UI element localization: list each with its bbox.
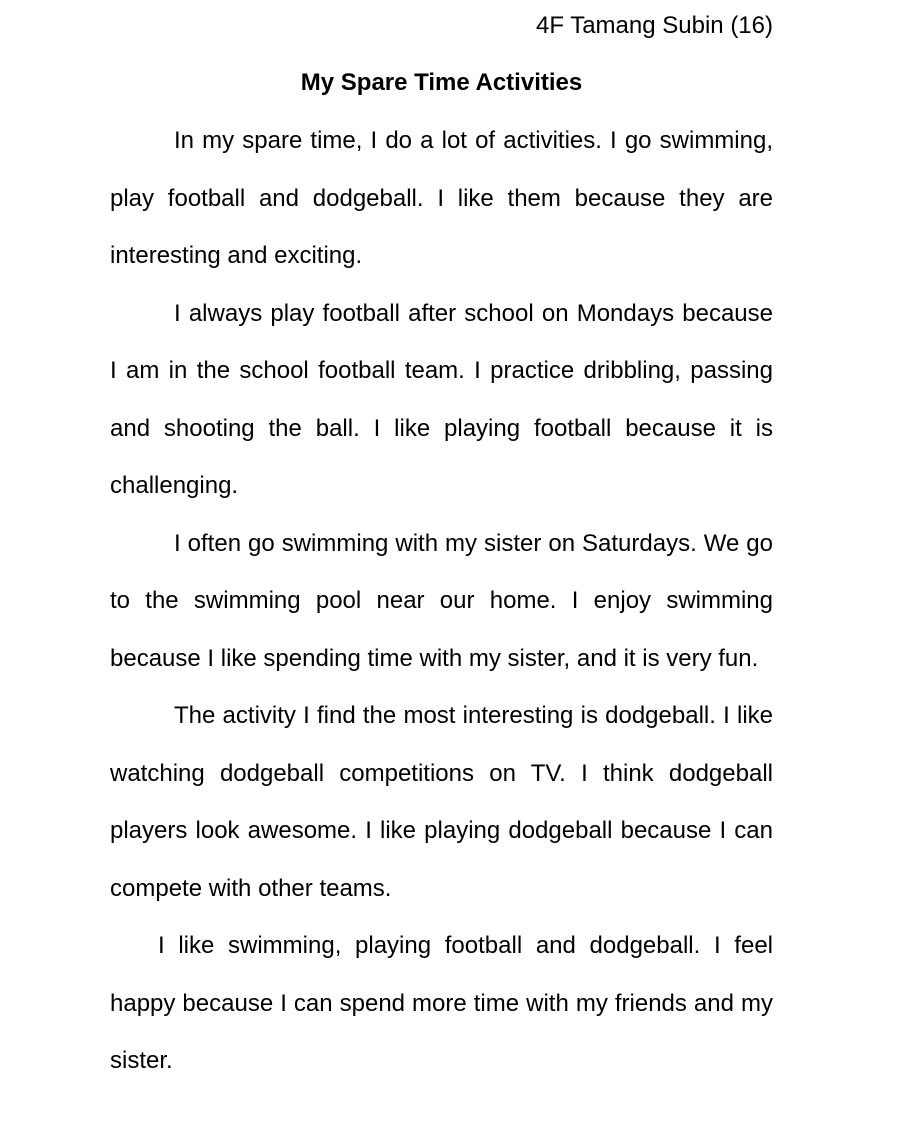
paragraph-4: The activity I find the most interesting is dodgeball. I like watching dodgeball competitions on TV. I think dodgeball players look awesome. I like playing dodgeball because I can compete with other teams.: [110, 702, 773, 902]
paragraph-5: I like swimming, playing football and dodgeball. I feel happy because I can spend more time with my friends and my sister.: [110, 932, 773, 1074]
author-line: 4F Tamang Subin (16): [535, 12, 773, 39]
essay-title: My Spare Time Activities: [300, 69, 583, 96]
paragraph-1: In my spare time, I do a lot of activities. I go swimming, play football and dodgeball. I like them because they are interesting and exciting.: [110, 127, 773, 269]
paragraph-3: I often go swimming with my sister on Saturdays. We go to the swimming pool near our home. I enjoy swimming because I like spending time with my sister, and it is very fun.: [110, 529, 773, 672]
essay-body: [110, 112, 773, 1090]
paragraph-2: I always play football after school on Mondays because I am in the school football team. I practice dribbling, passing and shooting the ball. I like playing football because it is challenging.: [110, 299, 773, 499]
